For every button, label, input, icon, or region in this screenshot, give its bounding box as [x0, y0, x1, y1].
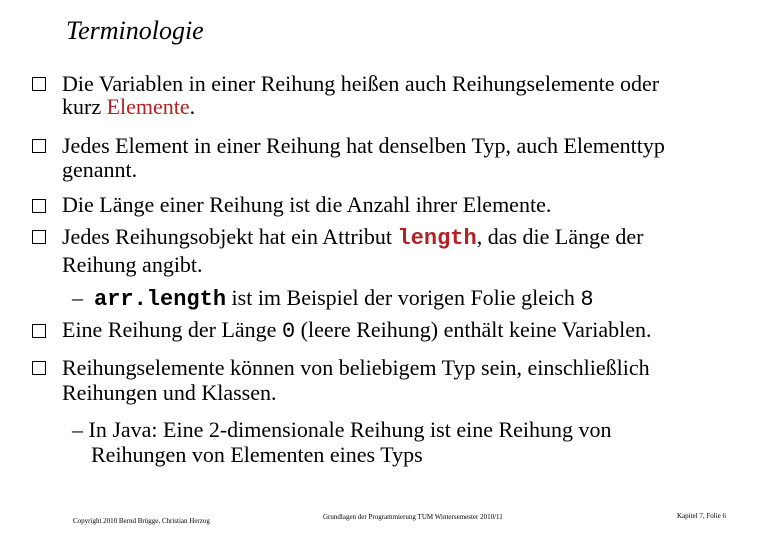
- footer-page: Kapitel 7, Folie 6: [677, 512, 726, 520]
- bullet-5-line-1: [62, 317, 651, 345]
- bullet-4-line-2: Reihung angibt.: [62, 252, 203, 277]
- bullet-5-text: Eine Reihung der Länge: [62, 317, 282, 342]
- bullet-4-text-end: , das die Länge der: [476, 224, 644, 249]
- slide-title: Terminologie: [66, 16, 204, 45]
- bullet-1-line-1: Die Variablen in einer Reihung heißen auch Reihungselemente oder: [62, 71, 660, 96]
- sub-bullet-java-line-1: – In Java: Eine 2-dimensionale Reihung ist eine Reihung von: [72, 417, 612, 442]
- code-value-8: 8: [580, 287, 594, 312]
- checkbox-bullet-icon: [32, 77, 46, 91]
- checkbox-bullet-icon: [32, 199, 46, 213]
- bullet-1-text: kurz: [62, 94, 107, 119]
- highlight-term: Elemente: [106, 94, 190, 119]
- bullet-4-line-1: [62, 224, 643, 252]
- checkbox-bullet-icon: [32, 139, 46, 153]
- checkbox-bullet-icon: [32, 324, 46, 338]
- bullet-4-text: Jedes Reihungsobjekt hat ein Attribut: [62, 224, 398, 249]
- bullet-1-end: .: [189, 94, 196, 119]
- bullet-6-line-2: Reihungen und Klassen.: [62, 380, 277, 405]
- sub-bullet-java-line-2: Reihungen von Elementen eines Typs: [91, 442, 423, 467]
- footer-copyright: Copyright 2010 Bernd Brügge, Christian Herzog: [73, 517, 210, 525]
- footer-course: Grundlagen der Programmierung TUM Wintersemester 2010/11: [323, 513, 503, 521]
- code-length: length: [397, 226, 477, 251]
- sub-bullet-arr-length: [72, 285, 594, 313]
- sub-text: ist im Beispiel der vorigen Folie gleich: [226, 285, 581, 310]
- bullet-1-line-2: [62, 94, 195, 120]
- bullet-6-line-1: Reihungselemente können von beliebigem Typ sein, einschließlich: [62, 355, 650, 380]
- bullet-2-line-1: Jedes Element in einer Reihung hat denselben Typ, auch Elementtyp: [62, 133, 665, 158]
- bullet-3-line-1: Die Länge einer Reihung ist die Anzahl ihrer Elemente.: [62, 192, 552, 217]
- checkbox-bullet-icon: [32, 361, 46, 375]
- code-arr-length: arr.length: [94, 287, 227, 312]
- bullet-5-text-end: (leere Reihung) enthält keine Variablen.: [295, 317, 652, 342]
- sub-dash: –: [72, 285, 83, 310]
- checkbox-bullet-icon: [32, 230, 46, 244]
- code-zero: 0: [281, 319, 296, 344]
- bullet-2-line-2: genannt.: [62, 157, 138, 182]
